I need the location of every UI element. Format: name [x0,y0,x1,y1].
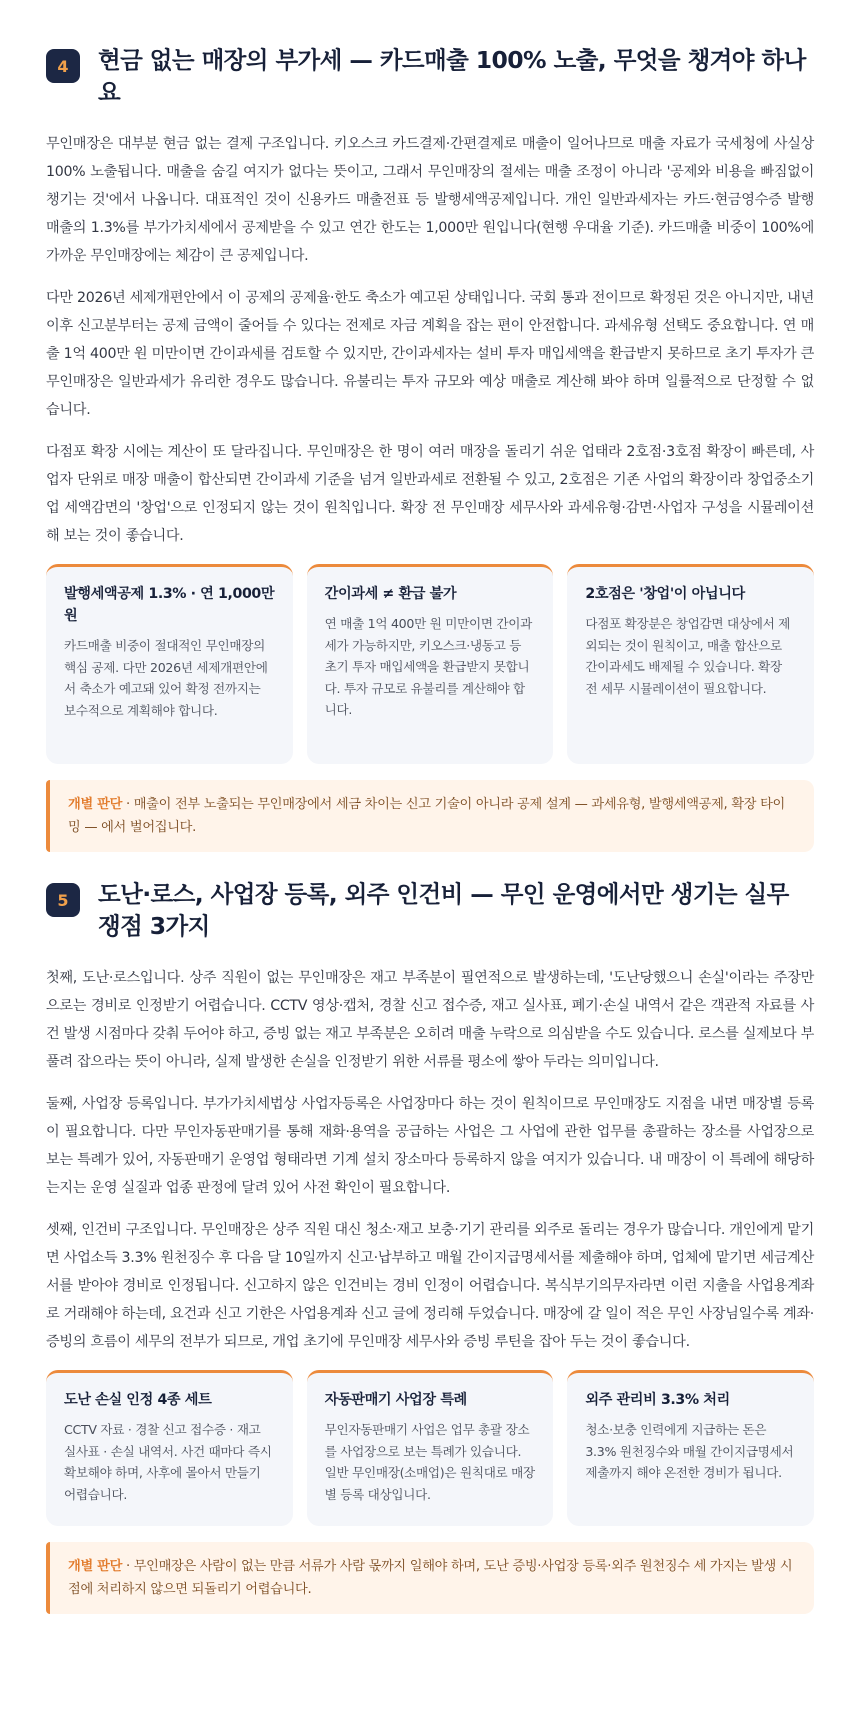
callout-label: 개별 판단 [68,1559,123,1574]
card-title: 발행세액공제 1.3% · 연 1,000만 원 [64,586,275,624]
card-body: 카드매출 비중이 절대적인 무인매장의 핵심 공제. 다만 2026년 세제개편안에서 축소가 예고돼 있어 확정 전까지는 보수적으로 계획해야 합니다. [64,638,268,718]
section-title: 도난·로스, 사업장 등록, 외주 인건비 — 무인 운영에서만 생기는 실무 쟁점 3가지 [98,880,789,940]
summary-card [567,1370,814,1526]
summary-card [567,564,814,764]
section-title: 현금 없는 매장의 부가세 — 카드매출 100% 노출, 무엇을 챙겨야 하나요 [98,46,806,106]
card-title: 간이과세 ≠ 환급 불가 [324,586,457,602]
callout-note [46,780,814,852]
section-header [46,878,814,942]
summary-cards [46,564,814,764]
summary-card [307,564,554,764]
callout-note [46,1542,814,1614]
paragraph: 다만 2026년 세제개편안에서 이 공제의 공제율·한도 축소가 예고된 상태입니다. 국회 통과 전이므로 확정된 것은 아니지만, 내년 이후 신고분부터는 공제 금액이 줄어들 수 있다는 전제로 자금 계획을 잡는 편이 안전합니다. 과세유형 선택도 중요합니다. 연 매출 1억 400만 원 미만이면 간이과세를 검토할 수 있지만, 간이과세자는 설비 투자 매입세액을 환급받지 못하므로 초기 투자가 큰 무인매장은 일반과세가 유리한 경우도 많습니다. 유불리는 투자 규모와 예상 매출로 계산해 봐야 하며 일률적으로 단정할 수 없습니다. [46,290,814,418]
summary-card [46,564,293,764]
paragraph: 무인매장은 대부분 현금 없는 결제 구조입니다. 키오스크 카드결제·간편결제로 매출이 일어나므로 매출 자료가 국세청에 사실상 100% 노출됩니다. 매출을 숨길 여지가 없다는 뜻이고, 그래서 무인매장의 절세는 매출 조정이 아니라 '공제와 비용을 빠짐없이 챙기는 것'에서 나옵니다. 대표적인 것이 신용카드 매출전표 등 발행세액공제입니다. 개인 일반과세자는 카드·현금영수증 발행 매출의 1.3%를 부가가치세에서 공제받을 수 있고 연간 한도는 1,000만 원입니다(현행 우대율 기준). 카드매출 비중이 100%에 가까운 무인매장에는 체감이 큰 공제입니다. [46,136,814,264]
card-body: 다점포 확장분은 창업감면 대상에서 제외되는 것이 원칙이고, 매출 합산으로 간이과세도 배제될 수 있습니다. 확장 전 세무 시뮬레이션이 필요합니다. [585,616,791,696]
callout-text: · 매출이 전부 노출되는 무인매장에서 세금 차이는 신고 기술이 아니라 공제 설계 — 과세유형, 발행세액공제, 확장 타이밍 — 에서 벌어집니다. [68,797,785,835]
section-number-badge: 5 [46,883,80,917]
callout-label: 개별 판단 [68,797,123,812]
section-5 [46,878,814,1614]
section-header [46,44,814,108]
card-title: 2호점은 '창업'이 아닙니다 [585,586,745,602]
section-4 [46,44,814,852]
summary-card [307,1370,554,1526]
card-title: 외주 관리비 3.3% 처리 [585,1392,730,1408]
card-title: 도난 손실 인정 4종 세트 [64,1392,212,1408]
paragraph: 둘째, 사업장 등록입니다. 부가가치세법상 사업자등록은 사업장마다 하는 것이 원칙이므로 무인매장도 지점을 내면 매장별 등록이 필요합니다. 다만 무인자동판매기를 통해 재화·용역을 공급하는 사업은 그 사업에 관한 업무를 총괄하는 장소를 사업장으로 보는 특례가 있어, 자동판매기 운영업 형태라면 기계 설치 장소마다 등록하지 않을 여지가 있습니다. 내 매장이 이 특례에 해당하는지는 운영 실질과 업종 판정에 달려 있어 사전 확인이 필요합니다. [46,1096,814,1196]
card-body: CCTV 자료 · 경찰 신고 접수증 · 재고 실사표 · 손실 내역서. 사건 때마다 즉시 확보해야 하며, 사후에 몰아서 만들기 어렵습니다. [64,1422,272,1502]
paragraph: 셋째, 인건비 구조입니다. 무인매장은 상주 직원 대신 청소·재고 보충·기기 관리를 외주로 돌리는 경우가 많습니다. 개인에게 맡기면 사업소득 3.3% 원천징수 후 다음 달 10일까지 신고·납부하고 매월 간이지급명세서를 제출해야 하며, 업체에 맡기면 세금계산서를 받아야 경비로 인정됩니다. 신고하지 않은 인건비는 경비 인정이 어렵습니다. 복식부기의무자라면 이런 지출을 사업용계좌로 거래해야 하는데, 요건과 신고 기한은 사업용계좌 신고 글에 정리해 두었습니다. 매장에 갈 일이 적은 무인 사장님일수록 계좌·증빙의 흐름이 세무의 전부가 되므로, 개업 초기에 무인매장 세무사와 증빙 루틴을 잡아 두는 것이 좋습니다. [46,1222,814,1350]
card-body: 청소·보충 인력에게 지급하는 돈은 3.3% 원천징수와 매월 간이지급명세서 제출까지 해야 온전한 경비가 됩니다. [585,1422,794,1480]
card-title: 자동판매기 사업장 특례 [324,1392,467,1408]
card-body: 무인자동판매기 사업은 업무 총괄 장소를 사업장으로 보는 특례가 있습니다. 일반 무인매장(소매업)은 원칙대로 매장별 등록 대상입니다. [324,1422,535,1502]
paragraph: 첫째, 도난·로스입니다. 상주 직원이 없는 무인매장은 재고 부족분이 필연적으로 발생하는데, '도난당했으니 손실'이라는 주장만으로는 경비로 인정받기 어렵습니다. CCTV 영상·캡처, 경찰 신고 접수증, 재고 실사표, 폐기·손실 내역서 같은 객관적 자료를 사건 발생 시점마다 갖춰 두어야 하고, 증빙 없는 재고 부족분은 오히려 매출 누락으로 의심받을 수도 있습니다. 로스를 실제보다 부풀려 잡으라는 뜻이 아니라, 실제 발생한 손실을 인정받기 위한 서류를 평소에 쌓아 두라는 의미입니다. [46,970,814,1070]
summary-cards [46,1370,814,1526]
paragraph: 다점포 확장 시에는 계산이 또 달라집니다. 무인매장은 한 명이 여러 매장을 돌리기 쉬운 업태라 2호점·3호점 확장이 빠른데, 사업자 단위로 매장 매출이 합산되면 간이과세 기준을 넘겨 일반과세로 전환될 수 있고, 2호점은 기존 사업의 확장이라 창업중소기업 세액감면의 '창업'으로 인정되지 않는 것이 원칙입니다. 확장 전 무인매장 세무사와 과세유형·감면·사업자 구성을 시뮬레이션해 보는 것이 좋습니다. [46,444,814,544]
card-body: 연 매출 1억 400만 원 미만이면 간이과세가 가능하지만, 키오스크·냉동고 등 초기 투자 매입세액을 환급받지 못합니다. 투자 규모로 유불리를 계산해야 합니다. [324,616,532,717]
callout-text: · 무인매장은 사람이 없는 만큼 서류가 사람 몫까지 일해야 하며, 도난 증빙·사업장 등록·외주 원천징수 세 가지는 발생 시점에 처리하지 않으면 되돌리기 어렵습니다. [68,1559,793,1597]
section-number-badge: 4 [46,49,80,83]
summary-card [46,1370,293,1526]
